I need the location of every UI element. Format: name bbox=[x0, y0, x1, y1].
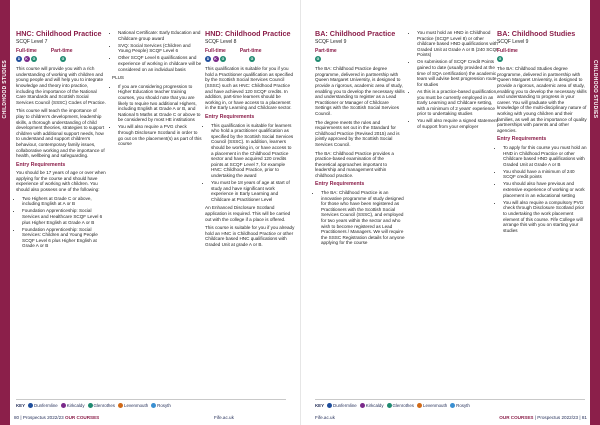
key-item: Dunfermline bbox=[28, 403, 58, 408]
list-item: • Foundation Apprenticeship: Social Services: Children and Young People SCQF Level 6 plus Higher English at Grade A or B bbox=[22, 227, 106, 249]
list-item: • You will also require a compulsory PVG check through Disclosure Scotland prior to undertaking the work placement element of this course. Fife College will arrange this with you on starting your studies bbox=[503, 200, 587, 234]
course-description: The BA: Childhood Studies degree programme, delivered in partnership with Queen Margaret University, is designed to provide a rigorous, academic area of study, enabling you to develop the necessary skills and understanding to progress in your career. You will graduate with the knowledge of the multi-disciplinary nature of working with young children and their families, as well as the importance of quality partnerships with parents and other agencies. bbox=[497, 66, 587, 133]
plus-label: PLUS bbox=[112, 75, 125, 81]
course-description: This course will provide you with a rich understanding of working with children and young people and will help you to integrate knowledge and theory into practice, including the importance of the National Care Standards and Scottish Social Services Council (SSSC) Codes of Practice. bbox=[16, 66, 106, 105]
key-label: KEY bbox=[315, 402, 325, 408]
list-item: • As this is a practice-based qualification, you must be currently employed in an Early Learning and Childcare setting, with a minimum of 2 years' experience prior to undertaking studies bbox=[417, 89, 501, 117]
key-item: Glenrothes bbox=[88, 403, 115, 408]
study-modes bbox=[315, 49, 405, 55]
full-time-label: Full-time bbox=[16, 47, 37, 54]
side-tab-label: CHILDHOOD STUDIES bbox=[2, 60, 8, 119]
list-item: • Two Highers at Grade C or above, including English at A or B bbox=[22, 196, 106, 207]
website-link[interactable]: Fife.ac.uk bbox=[315, 415, 335, 420]
course-description-2: This course will teach the importance of play to children's development, leadership skills, a thorough understanding of child development theories, strategies to support children with additional support needs, how to understand and support children's behaviour, contemporary family issues, collaborative working and the importance of health, wellbeing and safeguarding. bbox=[16, 108, 105, 159]
entry-list bbox=[497, 145, 587, 233]
right-page bbox=[300, 0, 600, 425]
campus-dot-glenrothes: G bbox=[32, 57, 36, 62]
list-item: • National Certificate: Early Education and Childcare group award bbox=[118, 30, 202, 41]
column-ba-studies bbox=[497, 30, 587, 236]
list-item: • You will also require a signed statement of support from your employer bbox=[417, 118, 501, 129]
key-item: Levenmouth bbox=[417, 403, 447, 408]
part-time-label: Part-time bbox=[315, 47, 337, 54]
campus-dot-kirkcaldy: K bbox=[214, 57, 217, 62]
key-item: Levenmouth bbox=[118, 403, 148, 408]
list-item: • If you are considering progression to Higher Education teacher training courses, you should note that you are likely to require two additional Highers, including English at Grade A or B, and National 5 Maths at Grade C or above to be considered by most HE institutions bbox=[118, 84, 202, 123]
entry-requirements-heading: Entry Requirements bbox=[205, 113, 255, 120]
list-item: • To apply for this course you must hold an HND in Childhood Practice or other Childcare based HND qualifications with Graded Unit at Grade A or B bbox=[503, 145, 587, 167]
section-label: OUR COURSES bbox=[65, 415, 100, 420]
key-item: Rosyth bbox=[151, 403, 171, 408]
study-modes bbox=[16, 49, 106, 55]
list-item: • The BA: Childhood Practice is an innovative programme of study designed for those who have been registered as Practitioners with the Scottish Social Services Council (SSSC), and employed for two years within the sector and who wish to become registered as Lead Practitioners / Managers. We will require the SSSC Registration details for anyone applying for the course bbox=[321, 190, 405, 246]
key-item: Kirkcaldy bbox=[61, 403, 85, 408]
key-item: Glenrothes bbox=[387, 403, 414, 408]
campus-key bbox=[315, 399, 585, 408]
course-title: BA: Childhood Practice bbox=[315, 29, 396, 38]
column-hnc-1 bbox=[16, 30, 106, 252]
entry-requirements-heading: Entry Requirements bbox=[315, 181, 365, 188]
side-tab-label: CHILDHOOD STUDIES bbox=[592, 60, 598, 119]
campus-dots bbox=[16, 56, 106, 62]
study-modes bbox=[205, 49, 295, 55]
entry-requirements-heading: Entry Requirements bbox=[16, 161, 66, 168]
course-title: BA: Childhood Studies bbox=[497, 29, 576, 38]
disclosure-note: An Enhanced Disclosure Scotland application is required. This will be carried out with the college if a place is offered. bbox=[205, 205, 291, 222]
list-item: • You must hold an HND in Childhood Practice (SCQF Level 8) or other childcare based HND qualifications with Graded Unit at Grade A or B (240 SCQF Points) bbox=[417, 30, 501, 58]
campus-dot-dunfermline: D bbox=[206, 57, 210, 62]
footer-right: Fife.ac.uk OUR COURSES | Prospectus 2022/23 | 81 bbox=[315, 415, 587, 420]
list-item: • You must be 18 years of age at start of study and have significant work experience in Early Learning and Childcare at Practitioner Level bbox=[211, 180, 295, 202]
full-time-label: Full-time bbox=[497, 47, 518, 54]
list-item: • Foundation Apprenticeship: Social Services and Healthcare SCQF Level 6 plus Higher English at Grade A or B bbox=[22, 208, 106, 225]
scqf-level: SCQF Level 8 bbox=[205, 39, 237, 45]
campus-dot-glenrothes-pt: G bbox=[250, 57, 254, 62]
list-item: • SVQ: Social Services (Children and Young People) SCQF Level 6 bbox=[118, 43, 202, 54]
campus-dot-glenrothes: G bbox=[498, 57, 502, 62]
entry-requirements-heading: Entry Requirements bbox=[497, 136, 547, 143]
column-hnc-2 bbox=[112, 30, 202, 150]
course-title: HND: Childhood Practice bbox=[205, 29, 291, 38]
list-item: • You will also require a PVG check through Disclosure Scotland in order to go out on the placement(s) as part of this course bbox=[118, 124, 202, 146]
list-item: • Other SCQF Level 6 qualifications and experience of working in childcare will be considered on an individual basis bbox=[118, 55, 202, 72]
key-item: Rosyth bbox=[450, 403, 470, 408]
entry-intro: You should be 17 years of age or over when applying for the course and should have experience of working with children. You should also possess one of the following: bbox=[16, 170, 106, 193]
entry-list-continued bbox=[112, 30, 202, 72]
course-description: The BA: Childhood Practice degree programme, delivered in partnership with Queen Margaret University, is designed to provide a rigorous, academic area of study, enabling you to develop the necessary skills and understanding to register as a Lead Practitioner or Manager of Childcare Settings with the Scottish Social Services Council. bbox=[315, 66, 405, 116]
list-item: • You should have a minimum of 240 SCQF credit points bbox=[503, 169, 587, 180]
campus-dot-glenrothes: G bbox=[221, 57, 225, 62]
campus-dots bbox=[315, 56, 405, 62]
prospectus-label: Prospectus 2022/23 bbox=[22, 415, 64, 420]
key-label: KEY bbox=[16, 402, 26, 408]
part-time-label: Part-time bbox=[50, 47, 73, 54]
column-ba-practice-2 bbox=[411, 30, 501, 133]
campus-dot-glenrothes-pt: G bbox=[61, 57, 65, 62]
entry-list-continued bbox=[411, 30, 501, 130]
page-number: 81 bbox=[581, 415, 587, 420]
entry-list bbox=[205, 123, 295, 203]
study-modes bbox=[497, 49, 587, 55]
additional-list bbox=[112, 84, 202, 147]
course-description-3: The BA: Childhood Practice provides a practice-based examination of the theoretical approaches important to leadership and management within childhood practice. bbox=[315, 150, 394, 178]
side-tab-left bbox=[0, 0, 10, 425]
entry-list bbox=[315, 190, 405, 246]
course-title: HNC: Childhood Practice bbox=[16, 29, 102, 38]
section-label: OUR COURSES bbox=[499, 415, 534, 420]
entry-list bbox=[16, 196, 106, 249]
scqf-level: SCQF Level 9 bbox=[315, 39, 347, 45]
campus-dot-kirkcaldy: K bbox=[25, 57, 28, 62]
footer-left: 80 | Prospectus 2022/23 OUR COURSES Fife.ac.uk bbox=[14, 415, 234, 420]
page-number: 80 bbox=[14, 415, 20, 420]
prospectus-label: Prospectus 2022/23 bbox=[537, 415, 579, 420]
scqf-level: SCQF Level 9 bbox=[497, 39, 529, 45]
list-item: • On submission of SCQF Credit Points gained to date (usually provided at the time of SQA certification) the academic team will advise best progression route for studies bbox=[417, 59, 501, 87]
campus-dot-glenrothes: G bbox=[316, 57, 320, 62]
campus-key bbox=[16, 399, 286, 408]
website-link[interactable]: Fife.ac.uk bbox=[214, 415, 234, 420]
side-tab-right bbox=[590, 0, 600, 425]
key-item: Dunfermline bbox=[327, 403, 357, 408]
part-time-label: Part-time bbox=[239, 47, 262, 54]
list-item: • This qualification is suitable for learners who hold a practitioner qualification as specified by the Scottish Social Services Council (SSSC). In addition, learners should be working in, or have access to a placement in the Childhood Practice sector and have acquired 120 credits points at SCQF Level 7, for example HNC: Childhood Practice, prior to undertaking the award bbox=[211, 123, 295, 179]
suitability-note: This course is suitable for you if you already hold an HNC in Childhood Practice or other Childcare based HNC qualifications with Graded Unit at grade A or B. bbox=[205, 225, 295, 247]
key-item: Kirkcaldy bbox=[360, 403, 384, 408]
column-ba-practice bbox=[315, 30, 405, 249]
campus-dot-dunfermline: D bbox=[17, 57, 21, 62]
column-hnd bbox=[205, 30, 295, 251]
course-description: This qualification is suitable for you if you hold a Practitioner qualification as specified by the Scottish Social Services Council (SSSC) such as HNC: Childhood Practice and have achieved 120 SCQF credits. In addition, part-time learners should be working in, or have access to a placement in the Early Learning and Childcare sector. bbox=[205, 66, 294, 111]
scqf-level: SCQF Level 7 bbox=[16, 39, 48, 45]
campus-dots bbox=[497, 56, 587, 62]
campus-dots bbox=[205, 56, 295, 62]
course-description-2: The degree meets the rules and requirements set out in the Standard for Childhood Practice (Revised 2015) and is jointly approved by the Scottish Social Services Council. bbox=[315, 119, 400, 147]
full-time-label: Full-time bbox=[205, 47, 226, 54]
list-item: • You should also have previous and extensive experience of working or work placement in an educational setting bbox=[503, 181, 587, 198]
